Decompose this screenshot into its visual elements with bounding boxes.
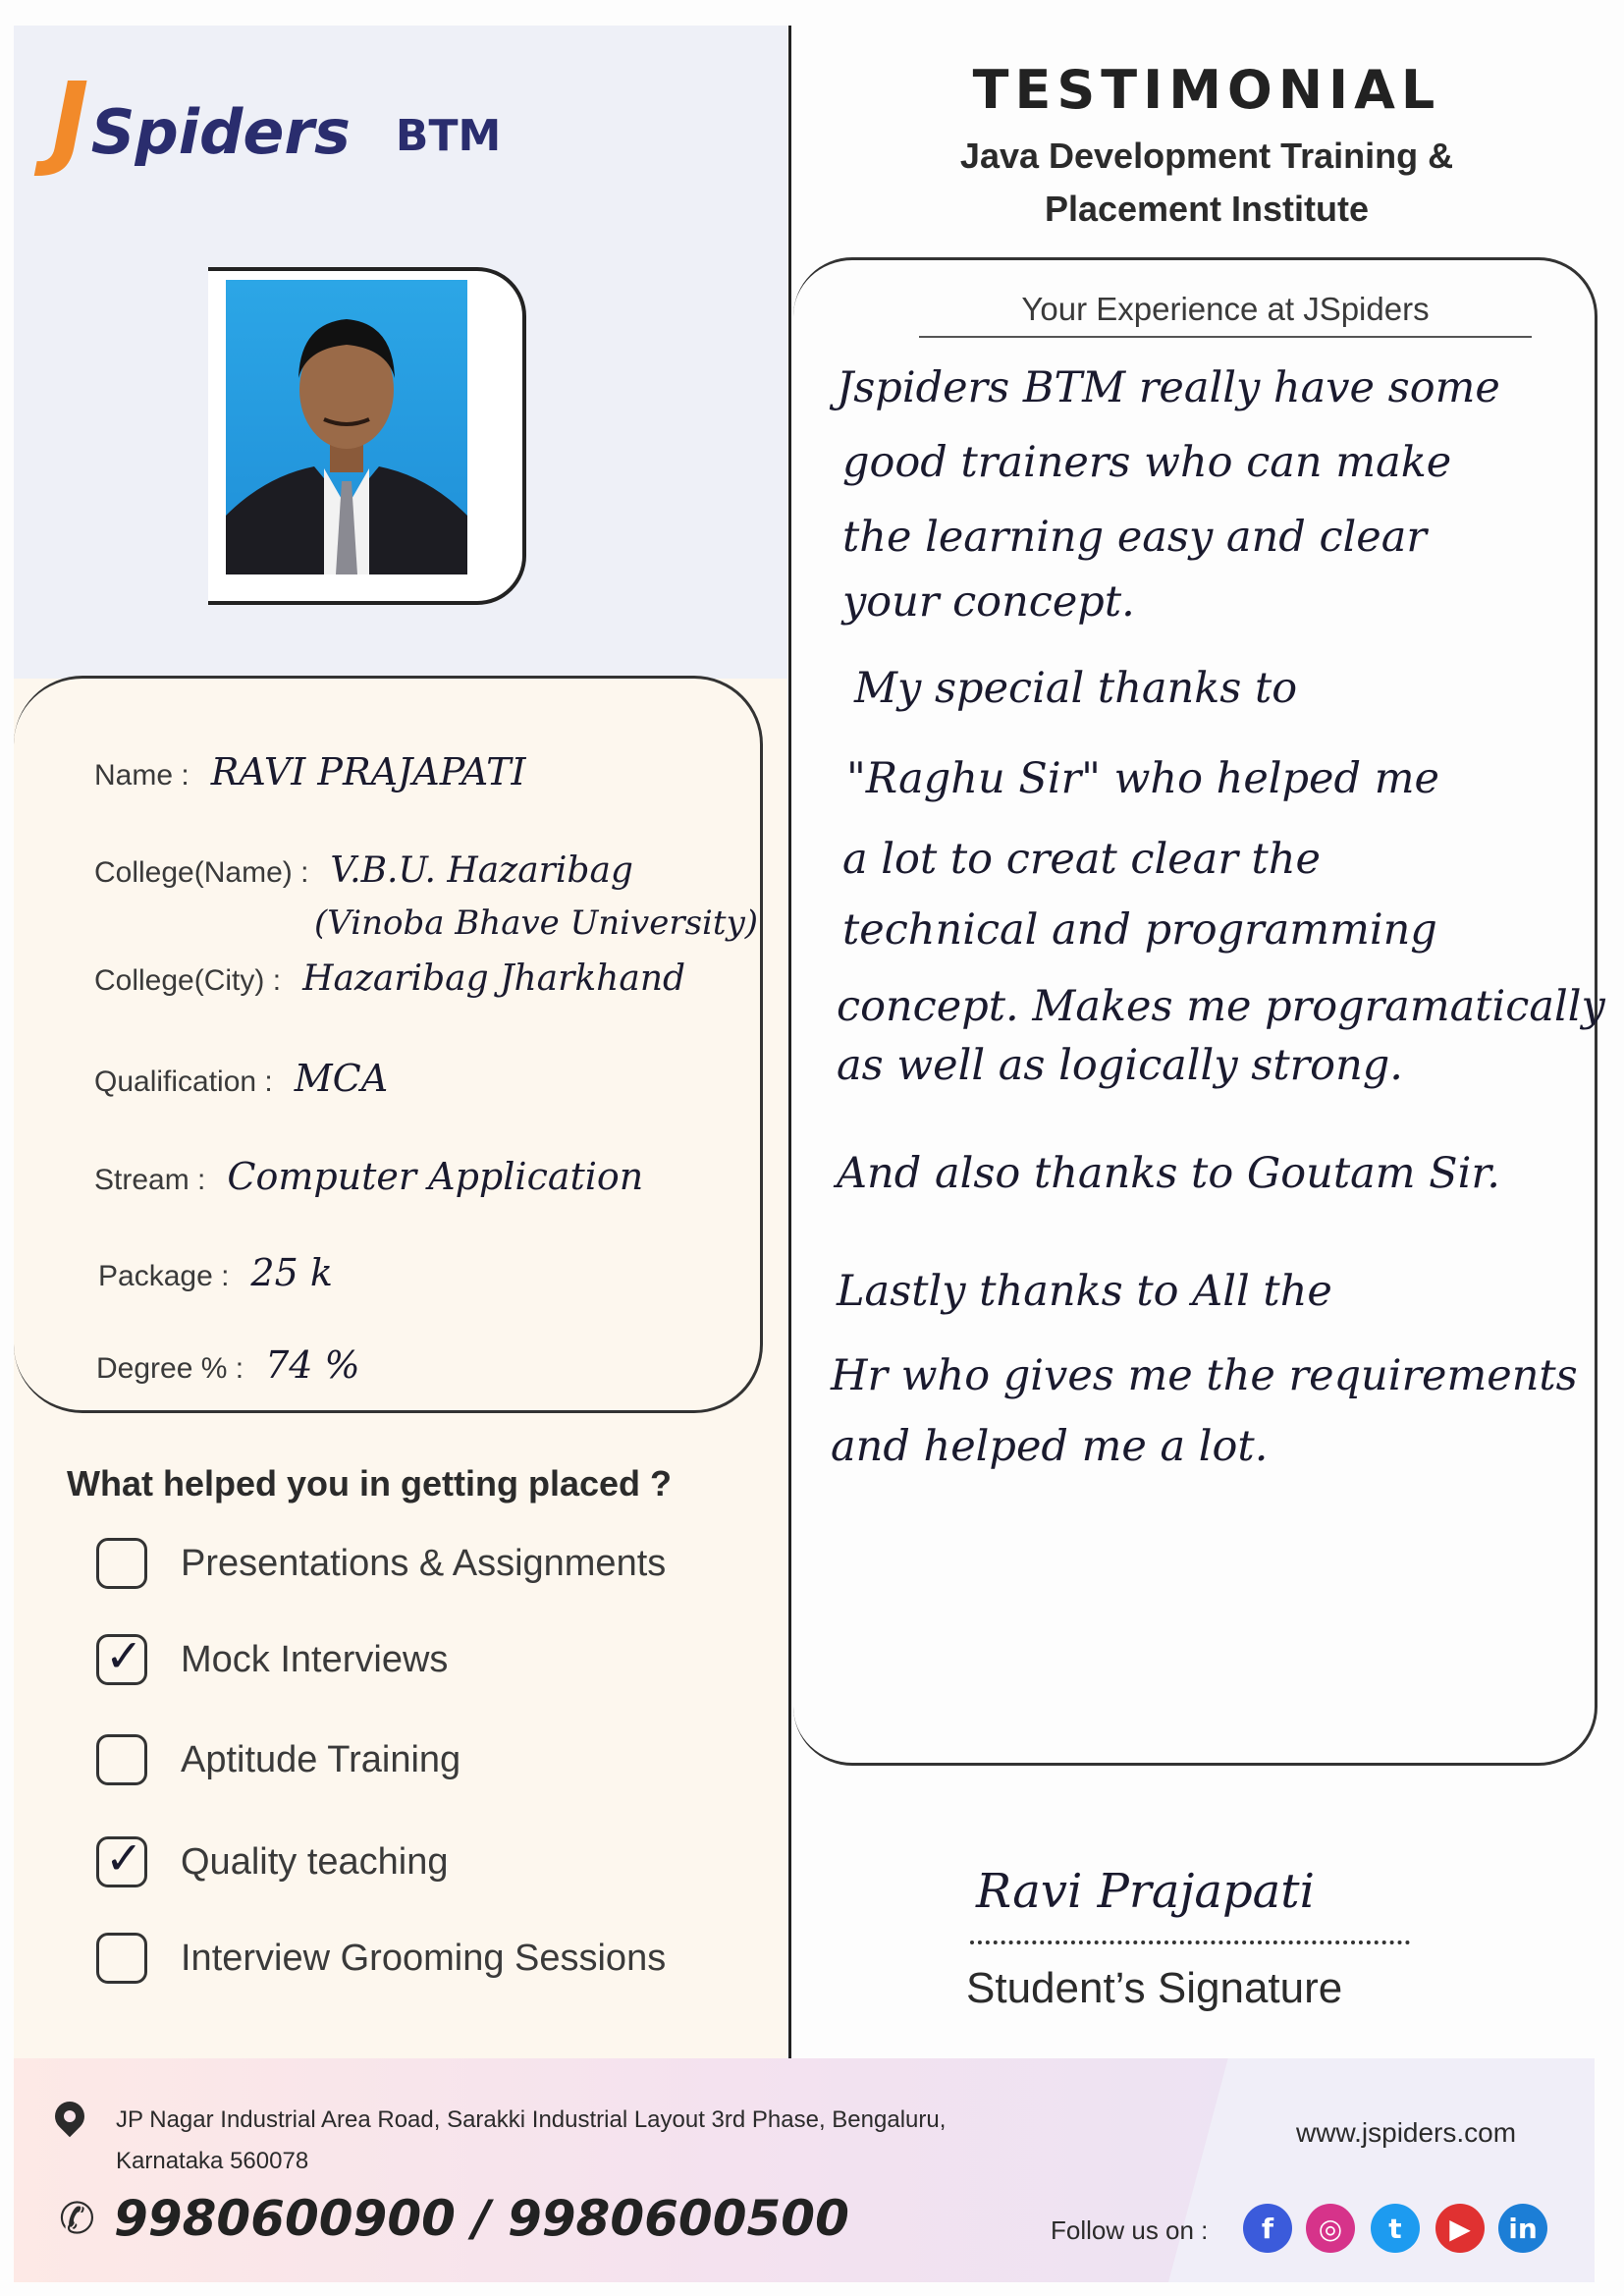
college-city-label: College(City) : <box>94 964 282 997</box>
student-photo <box>226 280 467 574</box>
logo-wordmark: Spiders <box>90 96 351 168</box>
checkbox[interactable] <box>96 1538 147 1589</box>
signature-label: Student’s Signature <box>966 1964 1343 2012</box>
logo-j: J <box>51 60 89 180</box>
name-row <box>94 750 526 793</box>
experience-line: concept. Makes me programatically <box>837 982 1605 1031</box>
website-link[interactable]: www.jspiders.com <box>1296 2117 1517 2148</box>
checklist-item-label: Interview Grooming Sessions <box>181 1937 667 1979</box>
package-label: Package : <box>98 1260 230 1292</box>
experience-line: good trainers who can make <box>842 438 1452 487</box>
page-subtitle <box>791 130 1622 236</box>
checklist-item[interactable] <box>96 1629 449 1685</box>
experience-line: Lastly thanks to All the <box>837 1267 1332 1316</box>
name-value: RAVI PRAJAPATI <box>210 750 526 793</box>
checklist-item[interactable] <box>96 1933 666 1984</box>
college-city-row <box>94 958 685 999</box>
helped-title: What helped you in getting placed ? <box>67 1463 673 1503</box>
jspiders-logo <box>51 60 502 180</box>
degree-row <box>96 1343 360 1387</box>
signature-line <box>970 1941 1410 1944</box>
name-label: Name : <box>94 759 189 792</box>
checklist-item[interactable] <box>96 1734 460 1785</box>
stream-label: Stream : <box>94 1164 206 1196</box>
experience-line: technical and programming <box>842 905 1437 955</box>
checkbox[interactable] <box>96 1831 147 1887</box>
experience-line: My special thanks to <box>854 664 1298 713</box>
checkbox[interactable] <box>96 1629 147 1685</box>
qualification-row <box>94 1057 388 1100</box>
follow-label: Follow us on : <box>1051 2215 1209 2245</box>
college-city-value: Hazaribag Jharkhand <box>302 958 686 999</box>
college-name-row <box>94 850 633 891</box>
address <box>116 2100 946 2182</box>
experience-line: your concept. <box>842 577 1135 627</box>
experience-line: "Raghu Sir" who helped me <box>846 754 1439 803</box>
package-row <box>98 1251 333 1294</box>
subtitle-line-2: Placement Institute <box>1044 189 1370 229</box>
student-portrait-icon <box>226 280 467 574</box>
experience-line: a lot to creat clear the <box>842 835 1321 884</box>
checklist-item-label: Aptitude Training <box>181 1738 461 1780</box>
checklist-item[interactable] <box>96 1538 666 1589</box>
experience-line: And also thanks to Goutam Sir. <box>837 1149 1500 1198</box>
college-name-value: V.B.U. Hazaribag <box>330 850 633 891</box>
package-value: 25 k <box>250 1251 333 1294</box>
qualification-label: Qualification : <box>94 1066 273 1098</box>
facebook-icon[interactable]: f <box>1243 2204 1292 2253</box>
instagram-icon[interactable]: ◎ <box>1306 2204 1355 2253</box>
address-line-1: JP Nagar Industrial Area Road, Sarakki Industrial Layout 3rd Phase, Bengaluru, <box>116 2106 947 2133</box>
college-name-label: College(Name) : <box>94 856 309 889</box>
address-line-2: Karnataka 560078 <box>116 2148 309 2174</box>
experience-line: Jspiders BTM really have some <box>837 363 1500 412</box>
checklist-item-label: Mock Interviews <box>181 1638 449 1680</box>
column-divider <box>788 26 791 2058</box>
checkmark-icon: ✓ <box>105 1831 143 1885</box>
qualification-value: MCA <box>294 1057 389 1100</box>
college-full-name: (Vinoba Bhave University) <box>314 903 759 943</box>
checklist-item[interactable] <box>96 1831 449 1887</box>
phone-icon: ✆ <box>59 2194 95 2244</box>
page-title: TESTIMONIAL <box>972 59 1441 121</box>
checklist-item-label: Quality teaching <box>181 1840 449 1883</box>
subtitle-line-1: Java Development Training & <box>959 136 1454 176</box>
phone-numbers: 9980600900 / 9980600500 <box>114 2190 849 2247</box>
checklist-item-label: Presentations & Assignments <box>181 1542 667 1584</box>
stream-row <box>94 1155 643 1198</box>
experience-line: as well as logically strong. <box>837 1041 1403 1090</box>
youtube-icon[interactable]: ▶ <box>1435 2204 1485 2253</box>
degree-value: 74 % <box>265 1343 360 1387</box>
degree-label: Degree % : <box>96 1352 244 1385</box>
stream-value: Computer Application <box>227 1155 644 1198</box>
experience-header: Your Experience at JSpiders <box>919 291 1532 338</box>
branch-name: BTM <box>395 111 502 161</box>
experience-line: and helped me a lot. <box>831 1422 1269 1471</box>
student-signature: Ravi Prajapati <box>976 1864 1315 1919</box>
checkbox[interactable] <box>96 1933 147 1984</box>
experience-line: Hr who gives me the requirements <box>831 1351 1578 1400</box>
experience-line: the learning easy and clear <box>842 513 1427 562</box>
linkedin-icon[interactable]: in <box>1498 2204 1547 2253</box>
twitter-icon[interactable]: t <box>1371 2204 1420 2253</box>
checkbox[interactable] <box>96 1734 147 1785</box>
checkmark-icon: ✓ <box>105 1629 143 1682</box>
